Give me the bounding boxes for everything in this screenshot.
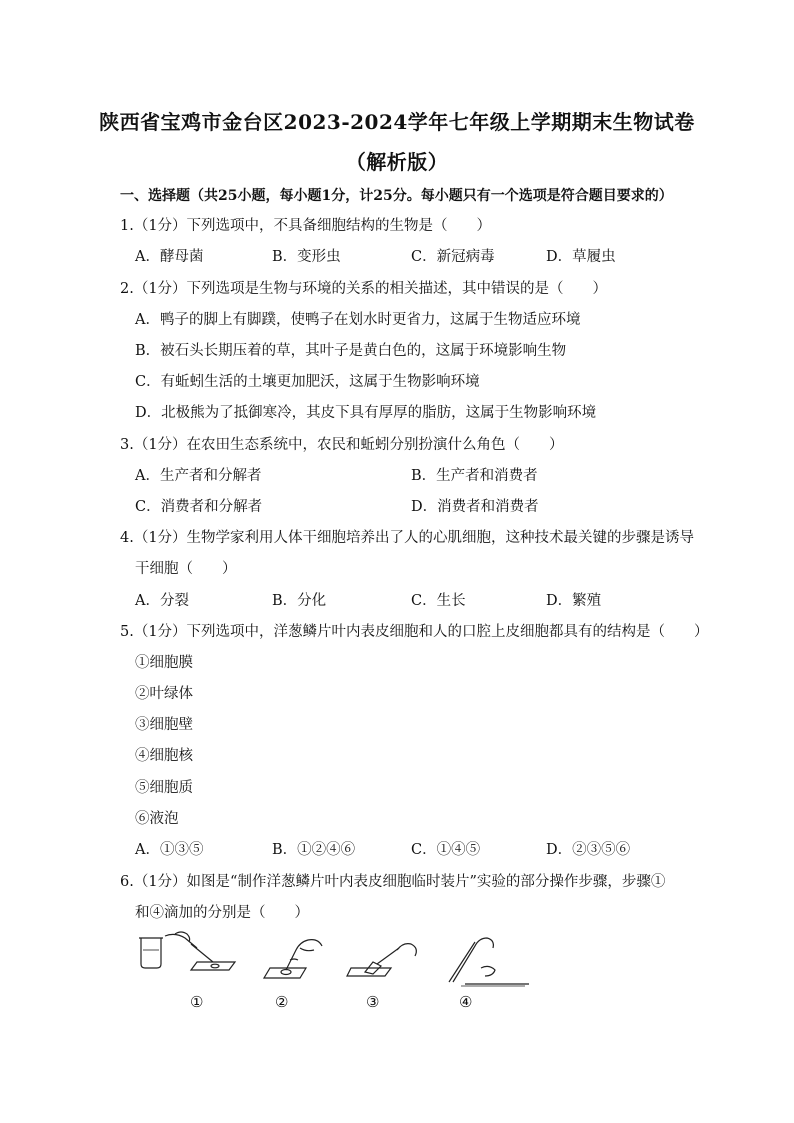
q4-option-a: A．分裂	[135, 593, 189, 609]
hand-icon	[397, 944, 416, 956]
beaker-icon	[141, 938, 161, 968]
q2-option-d: D．北极熊为了抵御寒冷，其皮下具有厚厚的脂肪，这属于生物影响环境	[135, 405, 597, 421]
q1-stem: 1.（1分）下列选项中，不具备细胞结构的生物是（ ）	[120, 218, 492, 234]
q3-option-b: B．生产者和消费者	[411, 468, 538, 484]
q4-option-b: B．分化	[272, 593, 327, 609]
figure-label-1: ①	[190, 993, 204, 1011]
q5-option-a: A．①③⑤	[135, 842, 204, 858]
step1-drawing	[139, 932, 235, 970]
q4-option-d: D．繁殖	[546, 593, 602, 609]
q1-option-a: A．酵母菌	[135, 249, 204, 265]
q1-option-c: C．新冠病毒	[411, 249, 495, 265]
q2-option-a: A．鸭子的脚上有脚蹼，使鸭子在划水时更省力，这属于生物适应环境	[135, 312, 581, 328]
q5-item-5: ⑤细胞质	[135, 780, 193, 796]
q2-option-b: B．被石头长期压着的草，其叶子是黄白色的，这属于环境影响生物	[135, 343, 567, 359]
q4-stem-line1: 4.（1分）生物学家利用人体干细胞培养出了人的心肌细胞，这种技术最关键的步骤是诱导	[120, 530, 695, 546]
section-heading: 一、选择题（共25小题，每小题1分，计25分。每小题只有一个选项是符合题目要求的）	[120, 188, 673, 204]
q1-options	[0, 247, 794, 267]
figure-label-3: ③	[366, 993, 380, 1011]
q5-item-6: ⑥液泡	[135, 811, 179, 827]
q5-item-3: ③细胞壁	[135, 717, 193, 733]
q3-option-a: A．生产者和分解者	[135, 468, 262, 484]
q2-option-c: C．有蚯蚓生活的土壤更加肥沃，这属于生物影响环境	[135, 374, 480, 390]
figure-label-4: ④	[459, 993, 473, 1011]
document-subtitle: （解析版）	[345, 150, 449, 174]
q1-option-d: D．草履虫	[546, 249, 616, 265]
slide-icon	[347, 968, 391, 976]
q3-option-c: C．消费者和分解者	[135, 499, 263, 515]
q5-item-1: ①细胞膜	[135, 655, 193, 671]
q3-options-row2	[0, 497, 794, 517]
hand-icon	[286, 940, 322, 970]
q5-item-4: ④细胞核	[135, 748, 193, 764]
q5-item-2: ②叶绿体	[135, 686, 193, 702]
q6-procedure-figure	[135, 928, 535, 990]
step3-drawing	[347, 944, 416, 976]
q1-option-b: B．变形虫	[272, 249, 341, 265]
q4-option-c: C．生长	[411, 593, 466, 609]
document-title: 陕西省宝鸡市金台区2023-2024学年七年级上学期期末生物试卷	[99, 110, 695, 134]
q6-stem-line2: 和④滴加的分别是（ ）	[135, 905, 309, 921]
q5-stem: 5.（1分）下列选项中，洋葱鳞片叶内表皮细胞和人的口腔上皮细胞都具有的结构是（ ）	[120, 624, 709, 640]
q5-option-b: B．①②④⑥	[272, 842, 356, 858]
slide-icon	[191, 962, 235, 970]
figure-label-2: ②	[275, 993, 289, 1011]
q2-stem: 2.（1分）下列选项是生物与环境的关系的相关描述，其中错误的是（ ）	[120, 281, 608, 297]
q5-option-d: D．②③⑤⑥	[546, 842, 631, 858]
q3-option-d: D．消费者和消费者	[411, 499, 539, 515]
q4-options	[0, 591, 794, 611]
step4-drawing	[449, 938, 529, 986]
step2-drawing	[264, 940, 322, 978]
q3-stem: 3.（1分）在农田生态系统中，农民和蚯蚓分别扮演什么角色（ ）	[120, 437, 564, 453]
q5-option-c: C．①④⑤	[411, 842, 481, 858]
q5-options	[0, 840, 794, 860]
q4-stem-line2: 干细胞（ ）	[135, 561, 237, 577]
q3-options-row1	[0, 466, 794, 486]
q6-stem-line1: 6.（1分）如图是“制作洋葱鳞片叶内表皮细胞临时装片”实验的部分操作步骤，步骤①	[120, 874, 666, 890]
